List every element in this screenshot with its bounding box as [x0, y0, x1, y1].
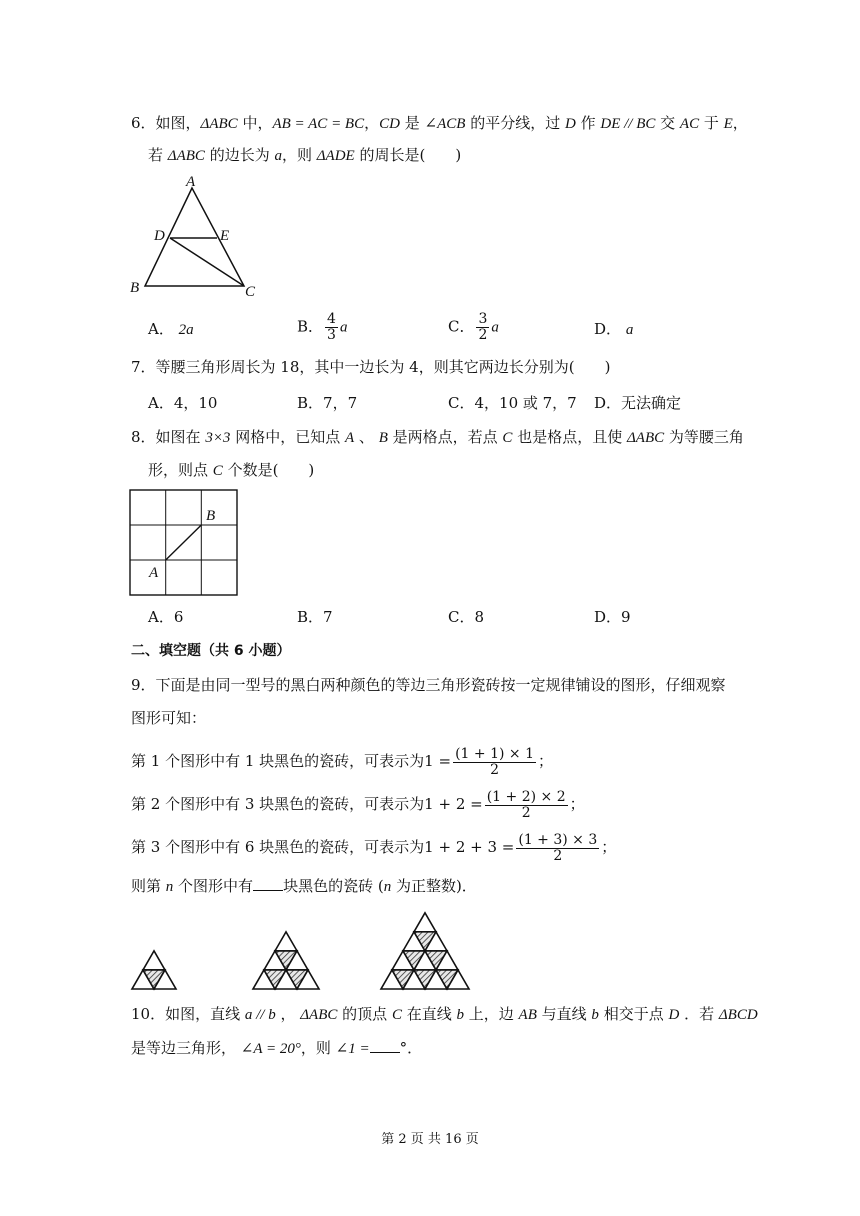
q6-math: AB = AC = BC	[272, 116, 365, 132]
option-value: 2a	[178, 322, 194, 338]
q8-text: 为等腰三角	[664, 428, 744, 446]
q8-math: A	[344, 430, 355, 446]
q8-text: 形，则点	[148, 461, 213, 479]
fraction	[516, 833, 599, 864]
q7-option-a: A．4，10	[148, 394, 218, 412]
q6-text: 的平分线，过	[465, 114, 565, 132]
q8-line2	[148, 459, 314, 482]
q6-math: CD	[379, 116, 400, 132]
q9-text: 第 3 个图形中有 6 块黑色的瓷砖，可表示为	[131, 838, 425, 856]
q6-option-d	[594, 318, 633, 341]
fraction-denominator: 2	[521, 804, 531, 821]
q9-math: n	[165, 879, 174, 895]
q6-text: ，	[732, 114, 748, 132]
q6-math: a	[274, 148, 282, 164]
fraction-numerator: (1 + 1) × 1	[455, 745, 534, 762]
q9-math: n	[383, 879, 392, 895]
q10-text: °．	[399, 1039, 423, 1057]
q6-math: D	[564, 116, 576, 132]
q10-text: 在直线	[401, 1005, 457, 1023]
fraction	[453, 747, 536, 778]
label-b: B	[206, 508, 216, 524]
q10-math: b	[456, 1007, 464, 1023]
fraction-denominator: 2	[478, 327, 488, 343]
q6-text: 是	[399, 114, 425, 132]
q9-text: ；	[569, 795, 585, 813]
q6-option-c	[448, 312, 499, 343]
q6-text: 中，	[237, 114, 273, 132]
q6-option-a	[148, 318, 194, 341]
q10-text: ，则	[300, 1039, 336, 1057]
q9-text: 块黑色的瓷砖 (	[283, 877, 384, 895]
fraction-denominator: 3	[327, 327, 336, 343]
section-title: 二、填空题（共 6 小题）	[131, 643, 291, 659]
q10-math: ∠1 =	[335, 1041, 370, 1057]
q6-text: 的周长是( )	[354, 146, 462, 164]
q8-option-a: A．6	[148, 608, 184, 626]
segment-cd	[170, 238, 244, 286]
q10-math: ∠A = 20°	[240, 1041, 301, 1057]
q10-text: 与直线	[536, 1005, 592, 1023]
q8-text: 也是格点，且使	[512, 428, 627, 446]
q9-text: 则第	[131, 877, 166, 895]
q6-line1	[131, 112, 748, 135]
tile-figure-1	[132, 951, 176, 989]
q6-text: 于	[699, 114, 724, 132]
q8-text: 个数是( )	[222, 461, 315, 479]
label-d: D	[154, 228, 165, 244]
q10-text: ．若	[679, 1005, 719, 1023]
q8-math: B	[378, 430, 388, 446]
option-value: a	[625, 322, 634, 338]
q9-math: 1 + 2 + 3 =	[424, 838, 515, 856]
q9-row3	[131, 829, 616, 865]
q9-math: 1 =	[424, 752, 452, 770]
q7-option-d: D．无法确定	[594, 394, 682, 412]
answer-blank[interactable]	[253, 874, 283, 891]
label-a: A	[186, 174, 196, 190]
q8-option-b: B．7	[297, 608, 333, 626]
fraction-numerator: (1 + 2) × 2	[486, 788, 566, 805]
fraction-denominator: 2	[490, 761, 499, 778]
q6-text: 交	[655, 114, 680, 132]
q6-text: 6．如图，	[131, 114, 201, 132]
q9-math: 1 + 2 =	[424, 795, 483, 813]
q9-row2	[131, 786, 585, 822]
q10-text: 相交于点	[598, 1005, 669, 1023]
q6-math: AC	[679, 116, 700, 132]
q9-tile-figures	[120, 900, 500, 1000]
q9-text: 第 1 个图形中有 1 块黑色的瓷砖，可表示为	[131, 752, 425, 770]
q9-text: ；	[601, 838, 617, 856]
q10-text: 的顶点	[337, 1005, 392, 1023]
q8-math: C	[502, 430, 513, 446]
label-c: C	[245, 284, 256, 300]
q6-math: ΔABC	[167, 148, 205, 164]
fraction-numerator: 3	[478, 311, 488, 327]
fraction	[325, 312, 338, 343]
q8-text: 8．如图在	[131, 428, 206, 446]
page-footer: 第 2 页 共 16 页	[381, 1132, 479, 1147]
q10-text: 10．如图，直线	[131, 1005, 245, 1023]
q10-math: D	[668, 1007, 680, 1023]
option-value: a	[339, 319, 348, 336]
q10-math: AB	[518, 1007, 537, 1023]
q10-line2	[131, 1036, 422, 1060]
segment-ab	[166, 525, 202, 560]
white-tile	[414, 913, 436, 932]
tile-figure-2	[253, 932, 319, 989]
q10-text: ，	[275, 1005, 301, 1023]
q6-line2	[148, 144, 461, 167]
q8-text: 是两格点，若点	[387, 428, 503, 446]
fraction-numerator: 4	[327, 311, 336, 327]
q10-math: a // b	[244, 1007, 276, 1023]
q6-text: ，则	[281, 146, 317, 164]
q7-option-c: C．4，10 或 7，7	[448, 394, 577, 412]
option-label: C．	[448, 317, 475, 336]
q6-text: 作	[575, 114, 601, 132]
tile-figure-3	[381, 913, 469, 989]
white-tile	[275, 932, 297, 951]
q8-text: 网格中，已知点	[230, 428, 345, 446]
option-label: D．	[594, 320, 622, 338]
q8-math: C	[212, 463, 223, 479]
q10-line1	[131, 1003, 758, 1026]
label-a: A	[149, 565, 159, 581]
q10-math: ΔABC	[300, 1007, 338, 1023]
q8-grid-figure	[128, 488, 240, 598]
q6-text: 若	[148, 146, 168, 164]
label-e: E	[220, 228, 230, 244]
q9-text: 为正整数)．	[391, 877, 477, 895]
q7-option-b: B．7，7	[297, 394, 358, 412]
q10-math: b	[591, 1007, 599, 1023]
q9-text: ；	[537, 752, 553, 770]
q6-math: ΔABC	[200, 116, 238, 132]
fraction-numerator: (1 + 3) × 3	[518, 831, 598, 848]
white-tile	[143, 951, 165, 970]
q8-math: ΔABC	[626, 430, 665, 446]
q8-option-c: C．8	[448, 608, 485, 626]
q10-math: ΔBCD	[718, 1007, 758, 1023]
q6-math: DE // BC	[600, 116, 656, 132]
q10-text: 上，边	[464, 1005, 519, 1023]
q8-math: 3×3	[205, 430, 231, 446]
q10-text: 是等边三角形，	[131, 1039, 241, 1057]
q9-row1	[131, 743, 553, 779]
q9-text: 个图形中有	[173, 877, 254, 895]
q8-text: 、	[354, 428, 379, 446]
q6-option-b	[297, 312, 347, 343]
option-label: B．	[297, 317, 324, 336]
q6-text: 的边长为	[204, 146, 275, 164]
q9-text: 第 2 个图形中有 3 块黑色的瓷砖，可表示为	[131, 795, 425, 813]
q9-ask	[131, 874, 477, 898]
option-value: a	[491, 319, 499, 336]
fraction	[485, 790, 568, 821]
q6-math: ∠ACB	[424, 116, 466, 132]
q6-text: ，	[364, 114, 380, 132]
q9-line2: 图形可知：	[131, 709, 207, 727]
q8-option-d: D．9	[594, 608, 631, 626]
q6-triangle-figure	[120, 172, 270, 302]
q6-math: ΔADE	[316, 148, 355, 164]
fraction	[476, 312, 489, 343]
q9-line1: 9．下面是由同一型号的黑白两种颜色的等边三角形瓷砖按一定规律铺设的图形，仔细观察	[131, 676, 726, 694]
label-b: B	[130, 280, 140, 296]
fraction-denominator: 2	[553, 847, 563, 864]
answer-blank[interactable]	[370, 1036, 400, 1053]
option-label: A．	[148, 320, 174, 338]
q10-math: C	[391, 1007, 402, 1023]
q6-math: E	[723, 116, 733, 132]
q8-line1	[131, 426, 744, 449]
q7-question: 7．等腰三角形周长为 18，其中一边长为 4，则其它两边长分别为( )	[131, 358, 611, 376]
